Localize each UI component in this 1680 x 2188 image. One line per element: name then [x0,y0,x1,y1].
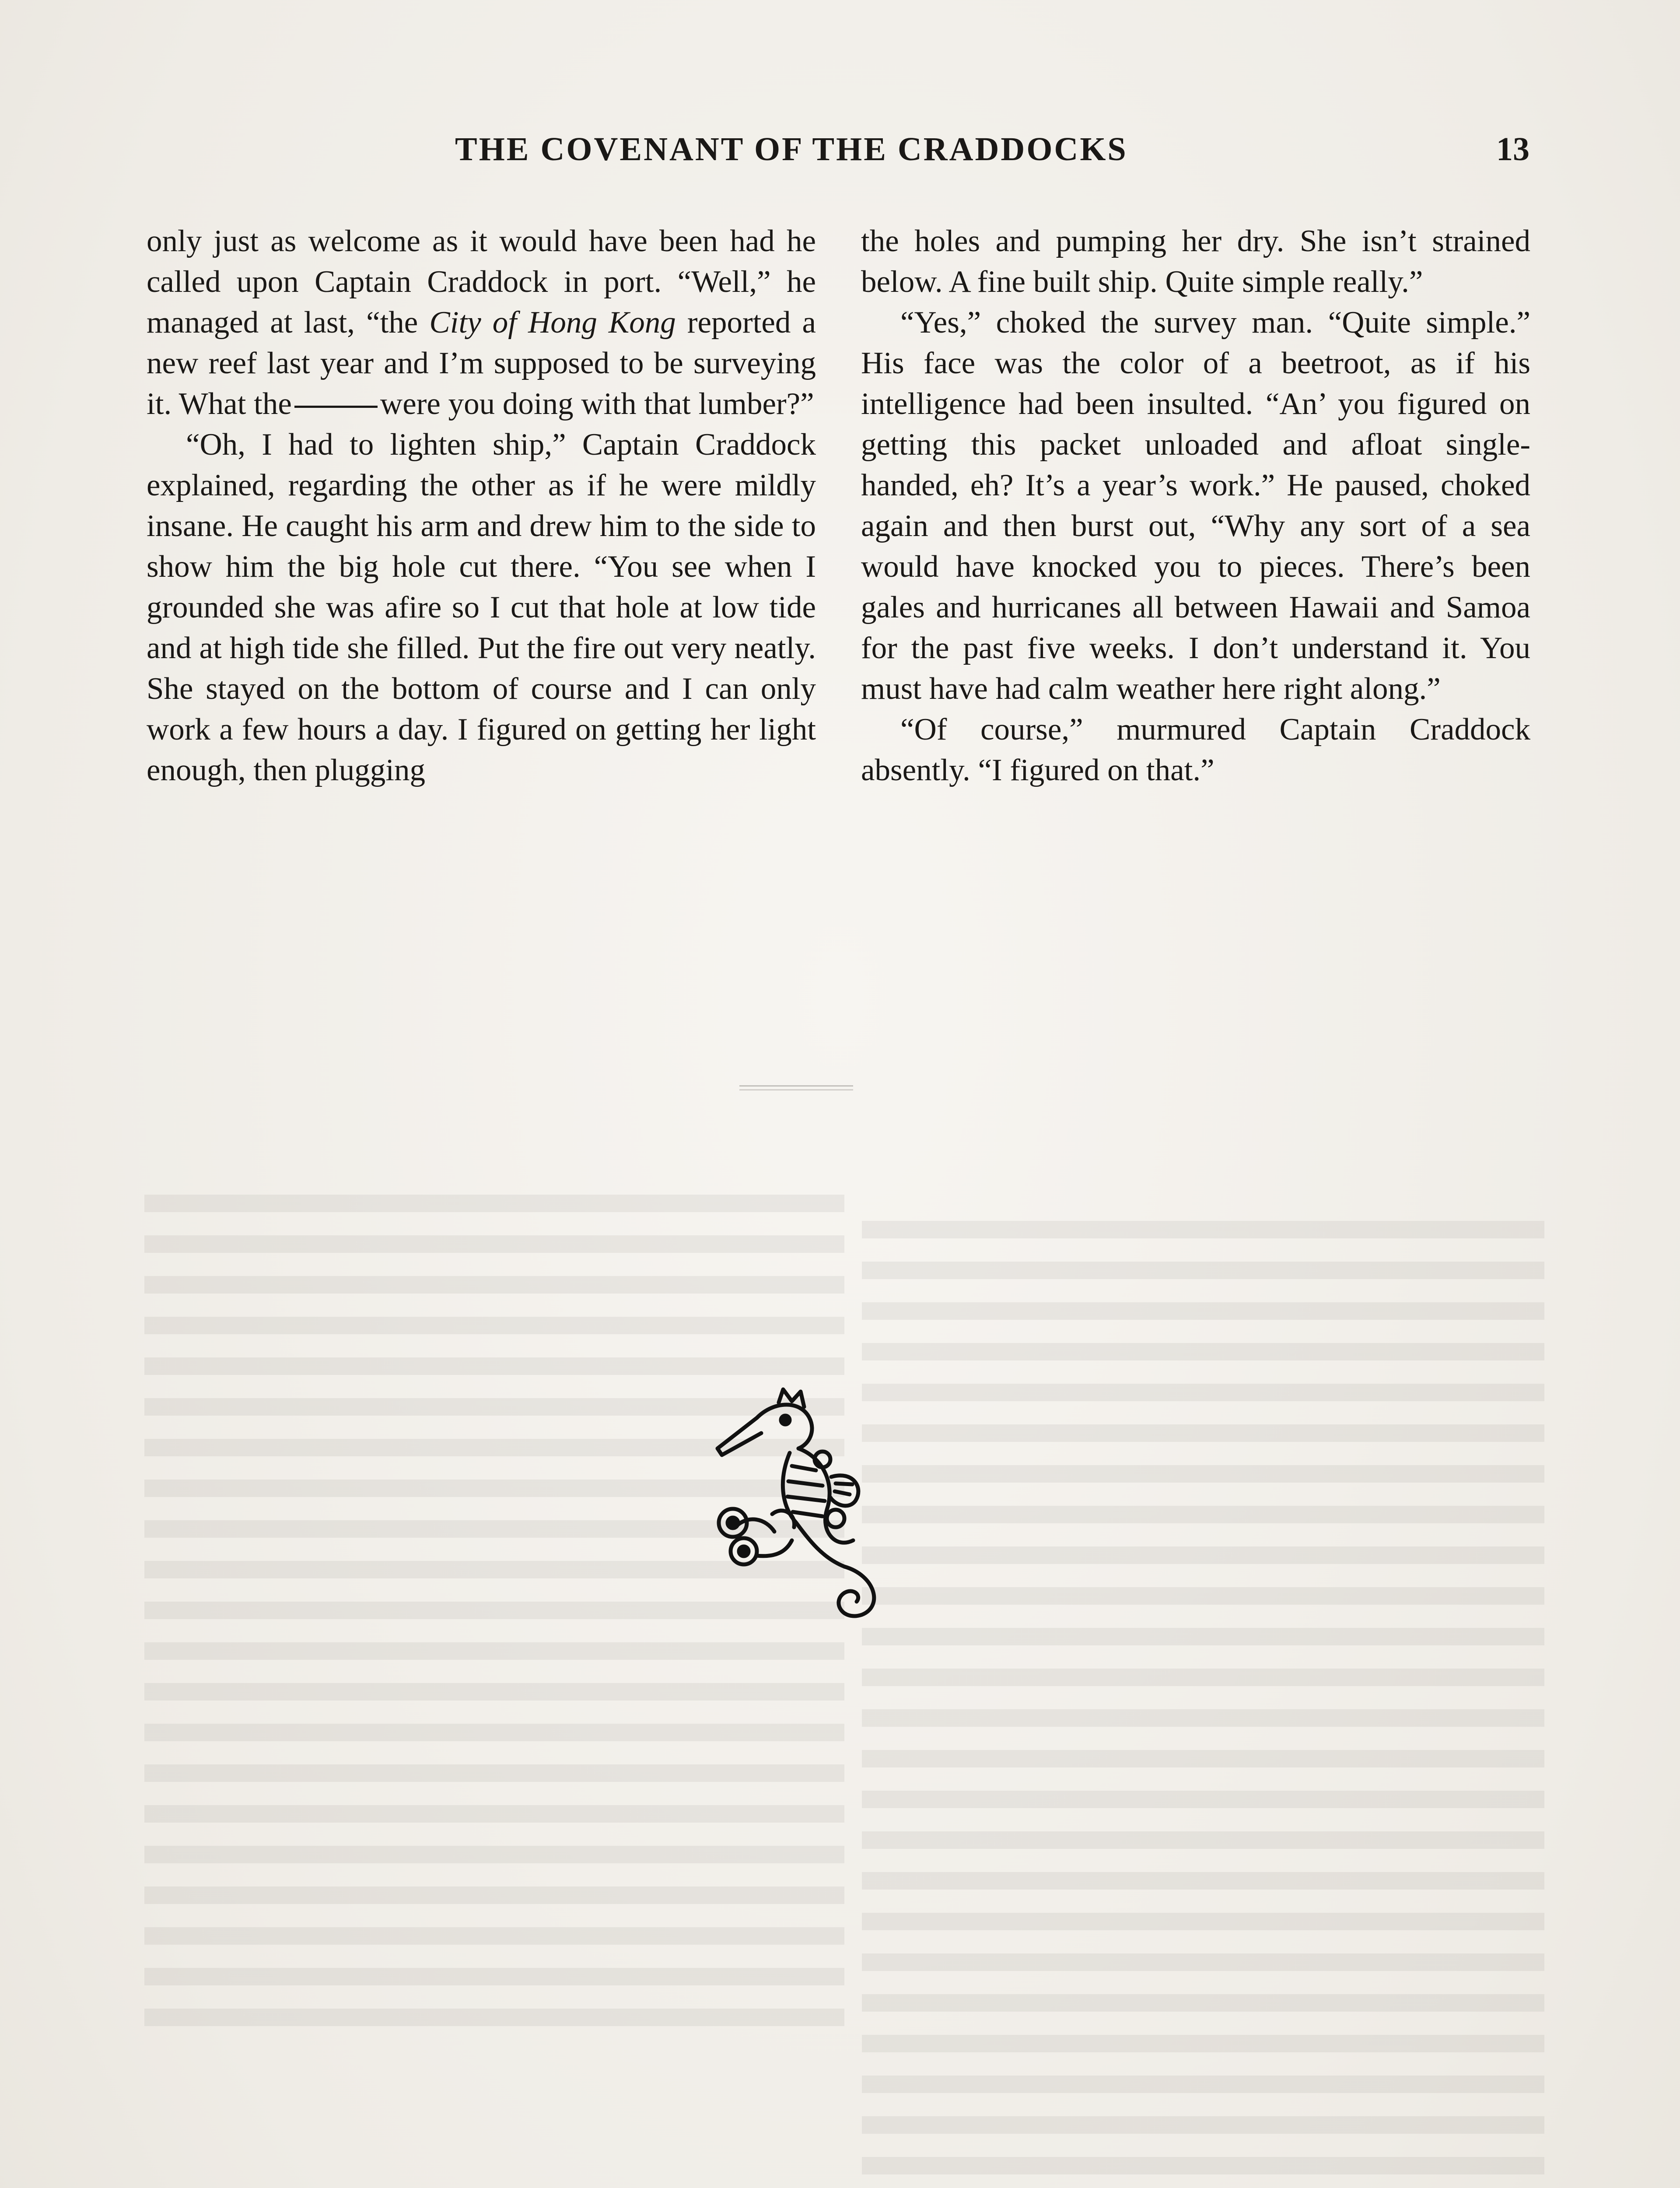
paragraph: “Yes,” choked the survey man. “Quite simple.” His face was the color of a beetroot, as if his intelligence had been insulted. “An’ you figured on getting this packet unloaded and afloat single-handed, eh? It’s a year’s work.” He paused, choked again and then burst out, “Why any sort of a sea would have knocked you to pieces. There’s been gales and hurricanes all between Hawaii and Samoa for the past five weeks. I don’t understand it. You must have had calm weather here right along.” [861,305,1530,706]
bleed-through-text-right [862,1221,1544,2188]
running-title: THE COVENANT OF THE CRADDOCKS [455,131,1128,168]
page-number: 13 [1496,131,1530,168]
paragraph [147,221,816,424]
text-column-right [861,221,1530,791]
paragraph: “Oh, I had to lighten ship,” Captain Craddock explained, regarding the other as if he were mildly insane. He caught his arm and drew him to the side to show him the big hole cut there. “You see when I grounded she was afire so I cut that hole at low tide and at high tide she filled. Put the fire out very neatly. She stayed on the bottom of course and I can only work a few hours a day. I figured on getting her light enough, then plugging [147,428,816,787]
paragraph: “Of course,” murmured Captain Craddock absently. “I figured on that.” [861,712,1530,787]
em-dash-rule [294,406,378,408]
text-column-left [147,221,816,791]
text-run: only just as welcome as it would have been had he called upon Captain Craddock in port. “Well,” he managed at last, “the [147,224,816,340]
ship-name: City of Hong Kong [429,305,676,340]
text-run: were you doing with that lumber?” [380,387,814,421]
paragraph: the holes and pumping her dry. She isn’t strained below. A fine built ship. Quite simple really.” [861,224,1530,299]
text-run: reported a new reef last year and I’m supposed to be surveying it. What the [147,305,816,421]
decorative-rule [739,1085,853,1090]
seahorse-ornament-icon [691,1383,919,1628]
